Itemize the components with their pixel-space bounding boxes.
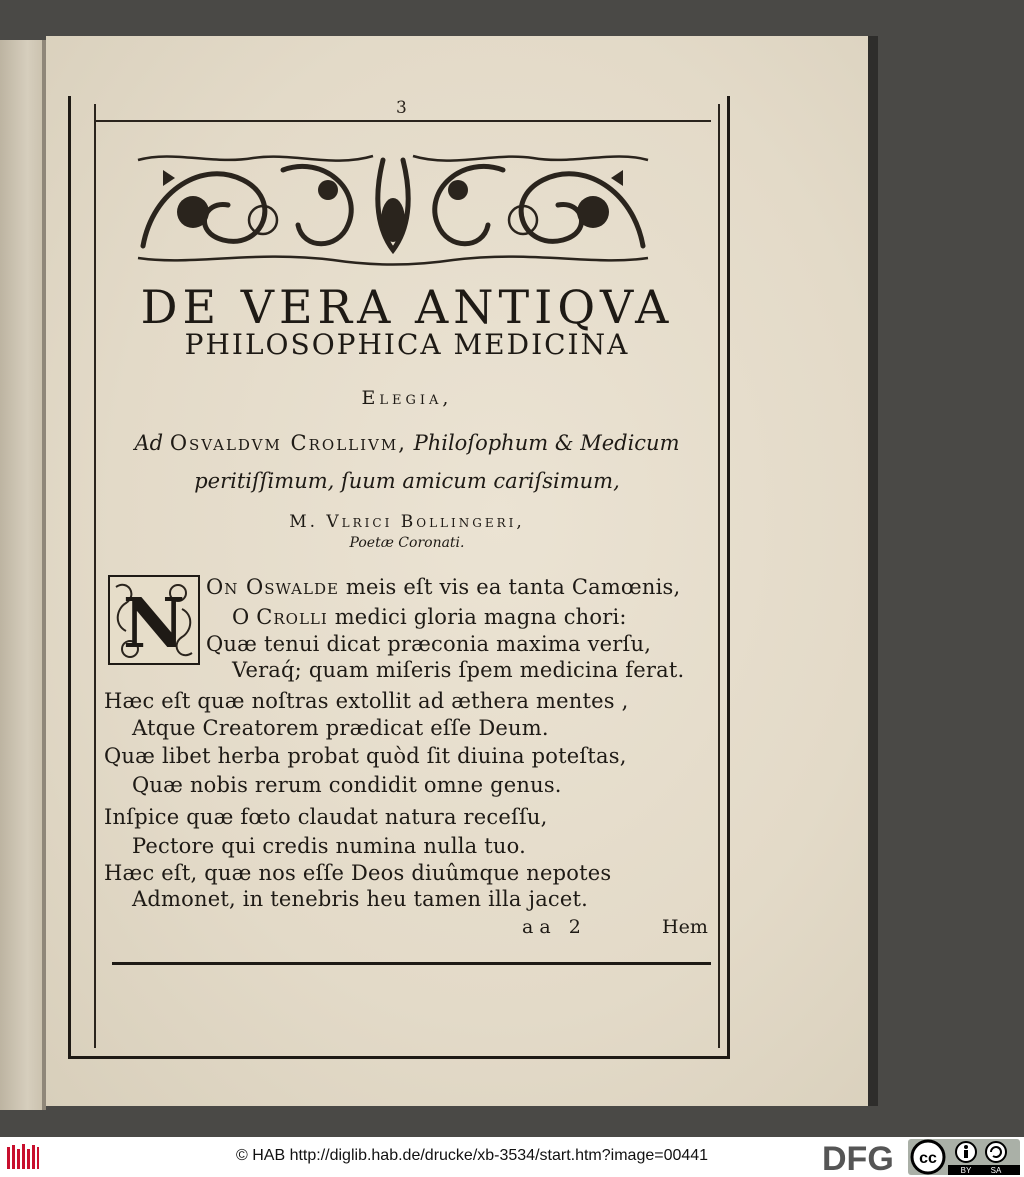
cc-license-icon[interactable] [908, 1139, 1020, 1175]
by-label: BY [960, 1166, 972, 1175]
verse-line-7: Quæ libet herba probat quòd ſit diuina poteſtas, [104, 744, 627, 768]
copyright-link[interactable]: © HAB http://diglib.hab.de/drucke/xb-3534/start.htm?image=00441 [236, 1147, 709, 1164]
hab-logo-icon [6, 1143, 40, 1171]
verse-line-11: Hæc eſt, quæ nos eſſe Deos diuûmque nepotes [104, 861, 612, 885]
verse-line-12: Admonet, in tenebris heu tamen illa jacet. [132, 887, 589, 911]
dedication-ad: Ad [134, 431, 170, 455]
verse-line-5: Hæc eſt quæ noſtras extollit ad æthera mentes , [104, 689, 629, 713]
page-shadow [868, 36, 878, 1106]
dedication-line-2: peritiſſimum, ſuum amicum cariſsimum, [194, 469, 620, 493]
author-title: Poetæ Coronati. [349, 535, 465, 551]
author-name: M. Vlrici Bollingeri, [289, 512, 525, 532]
dfg-logo-text: DFG [822, 1140, 894, 1174]
verse-line-10: Pectore qui credis numina nulla tuo. [132, 834, 526, 858]
svg-text:cc: cc [919, 1150, 937, 1167]
dedication [100, 424, 714, 500]
verse-line-8: Quæ nobis rerum condidit omne genus. [132, 773, 562, 797]
bottom-rule [112, 962, 711, 965]
ornamental-headpiece [133, 150, 653, 266]
dedication-name: Osvaldvm Crollivm, [169, 431, 407, 455]
verse-line-9: Inſpice quæ fœto claudat natura receſſu, [104, 805, 548, 829]
signature-mark: aa 2 [522, 916, 587, 938]
catchword: Hem [662, 916, 708, 938]
title-line-2: PHILOSOPHICA MEDICINA [184, 328, 630, 361]
verse-line-3: Quæ tenui dicat præconia maxima verſu, [206, 632, 652, 656]
elegia-heading: Elegia, [361, 387, 453, 409]
dfg-logo-icon [820, 1140, 906, 1174]
previous-page-edge [0, 40, 46, 1110]
dedication-rest: Philoſophum & Medicum [406, 431, 680, 455]
verse-line-6: Atque Creatorem prædicat eſſe Deum. [132, 716, 549, 740]
title-line-1: DE VERA ANTIQVA [140, 280, 674, 334]
svg-text:N: N [122, 584, 186, 664]
page-number: 3 [396, 98, 407, 118]
top-rule [96, 120, 711, 122]
verse-line-1: On Oswalde meis eſt vis ea tanta Camœnis, [206, 575, 681, 599]
sa-label: SA [990, 1166, 1002, 1175]
sa-icon [986, 1142, 1006, 1162]
verse-line-4: Veraq́; quam miſeris ſpem medicina ferat. [232, 658, 685, 682]
decorated-initial-n [108, 575, 200, 665]
verse-line-2: O Crolli medici gloria magna chori: [232, 605, 627, 629]
